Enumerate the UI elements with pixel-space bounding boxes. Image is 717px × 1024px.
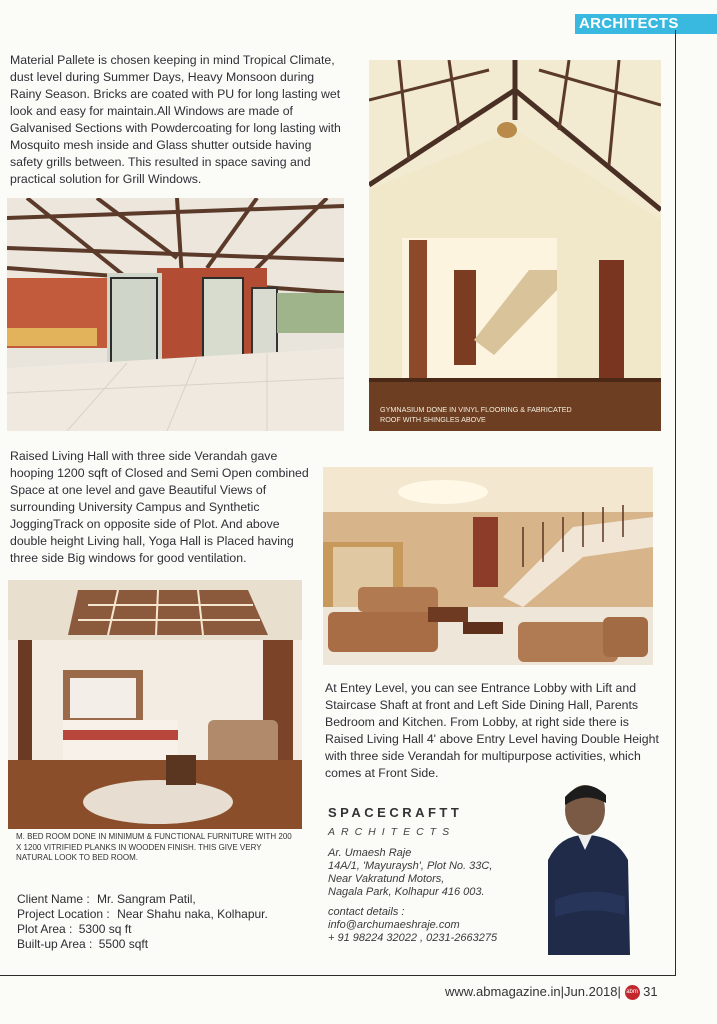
footer-separator: |: [560, 984, 565, 999]
builtup-label: Built-up Area :: [17, 937, 93, 951]
living-hall-photo: [323, 467, 653, 665]
footer-separator-2: |: [617, 984, 621, 999]
architect-name: Ar. Umaesh Raje: [328, 847, 412, 859]
bedroom-caption: M. BED ROOM DONE IN MINIMUM & FUNCTIONAL FURNITURE WITH 200 X 1200 VITRIFIED PLANKS IN WOODEN FINISH. THIS GIVE VERY NATURAL LOOK TO BED ROOM.: [16, 832, 292, 862]
firm-name: SPACECRAFTT: [328, 805, 463, 820]
page-number: 31: [643, 984, 658, 999]
location-row: [17, 907, 268, 923]
client-value: Mr. Sangram Patil,: [97, 892, 196, 906]
firm-subtitle: ARCHITECTS: [328, 826, 456, 838]
bedroom-photo: [8, 580, 302, 829]
client-label: Client Name :: [17, 892, 90, 906]
plot-row: [17, 922, 131, 938]
builtup-value: 5500 sqft: [98, 937, 149, 951]
contact-email[interactable]: info@archumaeshraje.com: [328, 919, 460, 931]
living-hall-paragraph: Raised Living Hall with three side Verandah gave hooping 1200 sqft of Closed and Semi Open combined Space at one level and gave Beautiful Views of surrounding University Campus and Synthetic JoggingTrack on opposite side of Plot. And above double height Living hall, Yoga Hall is Placed having three side Big windows for good ventilation.: [10, 449, 309, 565]
gymnasium-caption: GYMNASIUM DONE IN VINYL FLOORING & FABRICATED ROOF WITH SHINGLES ABOVE: [380, 405, 572, 424]
contact-phone: + 91 98224 32022 , 0231-2663275: [328, 932, 498, 944]
client-row: [17, 892, 196, 908]
abm-logo-icon: abm: [625, 985, 640, 1000]
plot-value: 5300 sq ft: [78, 922, 132, 936]
entry-level-paragraph: At Entey Level, you can see Entrance Lobby with Lift and Staircase Shaft at front and Left Side Dining Hall, Parents Bedroom and Kitchen. From Lobby, at right side there is Raised Living Hall 4' above Entry Level having Double Height with three side Verandah for multipurpose activities, which comes at Front Side.: [325, 681, 659, 780]
section-tag: ARCHITECTS: [575, 14, 717, 34]
gymnasium-photo: [369, 60, 661, 431]
footer: [445, 984, 658, 1000]
architect-portrait: [530, 775, 650, 955]
address-line-3: Nagala Park, Kolhapur 416 003.: [328, 886, 485, 898]
location-value: Near Shahu naka, Kolhapur.: [117, 907, 268, 921]
plot-label: Plot Area :: [17, 922, 73, 936]
footer-website[interactable]: www.abmagazine.in: [445, 984, 561, 999]
address-line-2: Near Vakratund Motors,: [328, 873, 445, 885]
material-palette-paragraph: Material Pallete is chosen keeping in mind Tropical Climate, dust level during Summer Days, Heavy Monsoon during Rainy Season. Bricks are coated with PU for long lasting wet look and easy for maintain.All Windows are made of Galvanised Sections with Powdercoating for long lasting with Mosquito mesh inside and Glass shutter outside having safety grills between. This resulted in space saving and practical solution for Grill Windows.: [10, 53, 341, 186]
builtup-row: [17, 937, 148, 953]
location-label: Project Location :: [17, 907, 110, 921]
address-line-1: 14A/1, 'Mayuraysh', Plot No. 33C,: [328, 860, 493, 872]
contact-label: contact details :: [328, 906, 405, 918]
verandah-photo: [7, 198, 344, 431]
footer-issue: Jun.2018: [564, 984, 618, 999]
